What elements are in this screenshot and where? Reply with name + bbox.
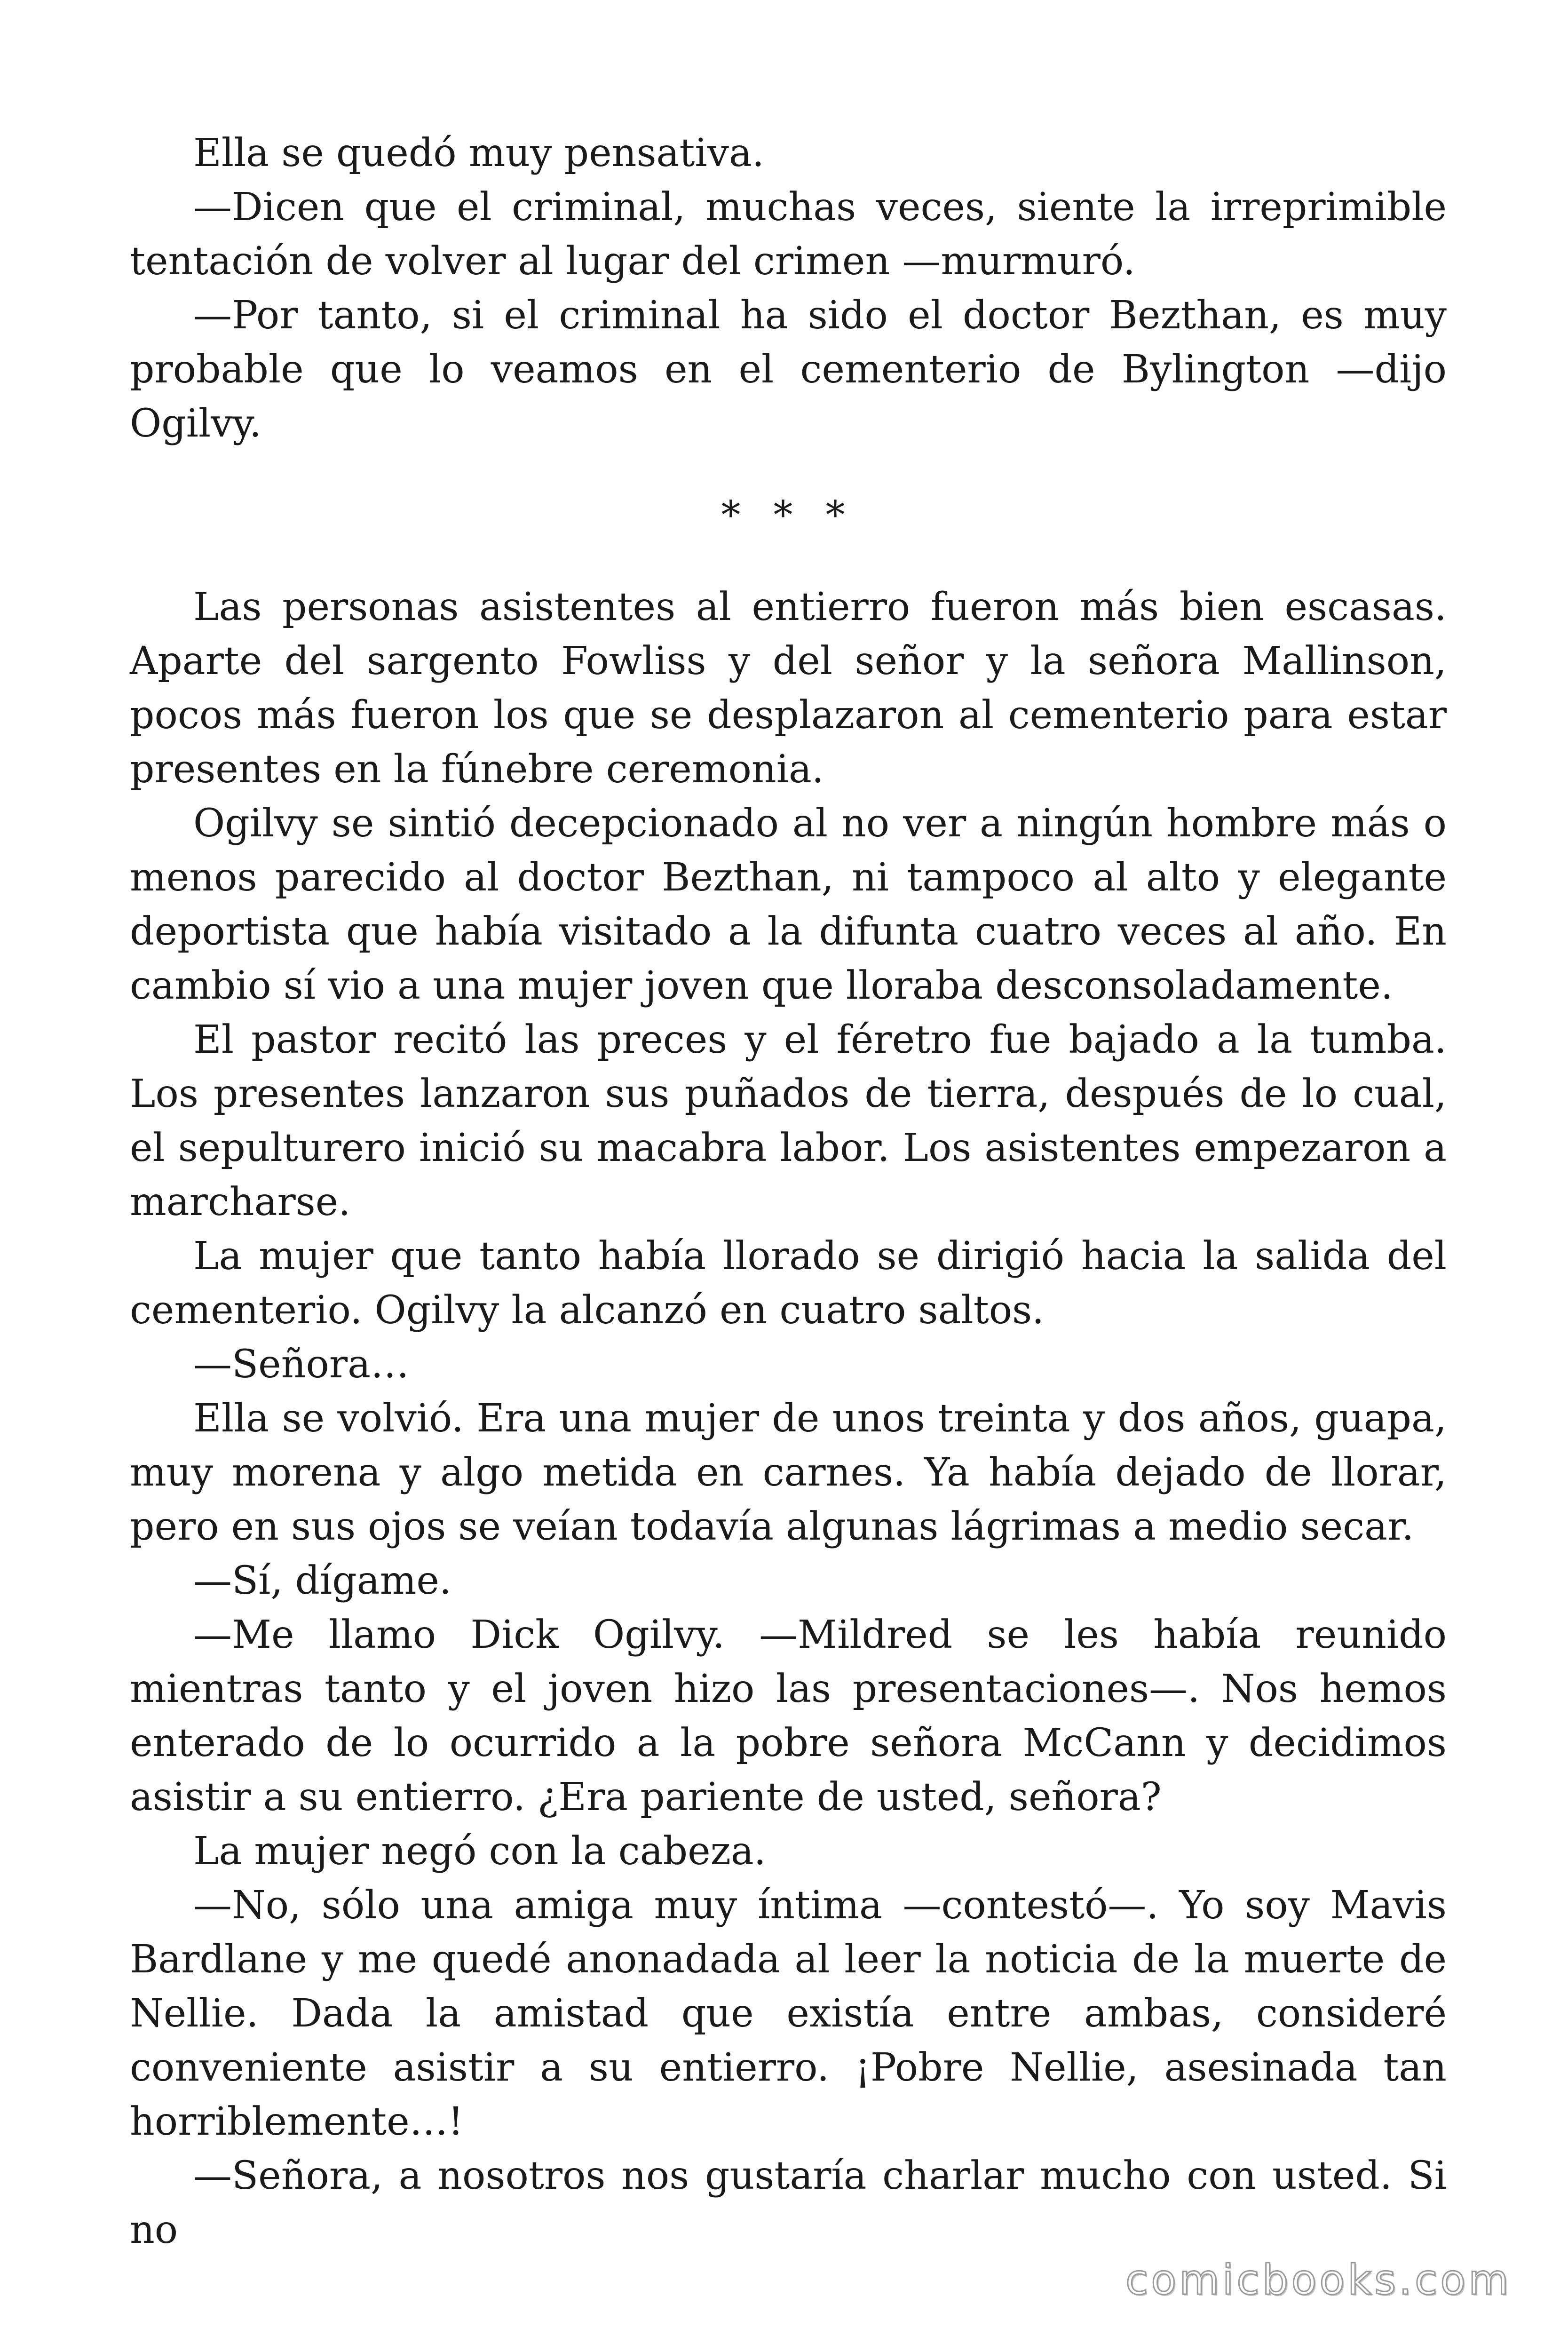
paragraph: —No, sólo una amiga muy íntima —contestó—. Yo soy Mavis Bardlane y me quedé anonadada al leer la noticia de la muerte de Nellie. Dada la amistad que existía entre ambas, consideré conveniente asistir a su entierro. ¡Pobre Nellie, asesinada tan horriblemente…! bbox=[130, 1883, 1447, 2144]
paragraph: Ella se volvió. Era una mujer de unos treinta y dos años, guapa, muy morena y algo metida en carnes. Ya había dejado de llorar, pero en sus ojos se veían todavía algunas lágrimas a medio secar. bbox=[130, 1396, 1447, 1549]
paragraph: —Señora, a nosotros nos gustaría charlar mucho con usted. Si no bbox=[130, 2153, 1447, 2252]
paragraph: La mujer negó con la cabeza. bbox=[193, 1829, 766, 1874]
section-separator: * * * bbox=[721, 493, 855, 538]
paragraph: Ogilvy se sintió decepcionado al no ver a ningún hombre más o menos parecido al doctor Bezthan, ni tampoco al alto y elegante deportista que había visitado a la difunta cuatro veces al año. En cambio sí vio a una mujer joven que lloraba desconsoladamente. bbox=[130, 801, 1447, 1008]
watermark-logo: comicbooks.com bbox=[1125, 2256, 1512, 2304]
paragraph: —Me llamo Dick Ogilvy. —Mildred se les había reunido mientras tanto y el joven hizo las presentaciones—. Nos hemos enterado de lo ocurrido a la pobre señora McCann y decidimos asistir a su entierro. ¿Era pariente de usted, señora? bbox=[130, 1613, 1447, 1820]
page-text bbox=[130, 126, 1447, 2257]
paragraph: Las personas asistentes al entierro fueron más bien escasas. Aparte del sargento Fowliss y del señor y la señora Mallinson, pocos más fueron los que se desplazaron al cementerio para estar presentes en la fúnebre ceremonia. bbox=[130, 585, 1447, 792]
paragraph: La mujer que tanto había llorado se dirigió hacia la salida del cementerio. Ogilvy la alcanzó en cuatro saltos. bbox=[130, 1234, 1447, 1333]
paragraph: El pastor recitó las preces y el féretro fue bajado a la tumba. Los presentes lanzaron sus puñados de tierra, después de lo cual, el sepulturero inició su macabra labor. Los asistentes empezaron a marcharse. bbox=[130, 1017, 1447, 1224]
paragraph: Ella se quedó muy pensativa. bbox=[193, 131, 764, 175]
paragraph: —Por tanto, si el criminal ha sido el doctor Bezthan, es muy probable que lo veamos en el cementerio de Bylington —dijo Ogilvy. bbox=[130, 293, 1447, 446]
paragraph: —Dicen que el criminal, muchas veces, siente la irreprimible tentación de volver al lugar del crimen —murmuró. bbox=[130, 185, 1447, 284]
paragraph: —Señora… bbox=[193, 1342, 409, 1387]
paragraph: —Sí, dígame. bbox=[193, 1558, 451, 1603]
